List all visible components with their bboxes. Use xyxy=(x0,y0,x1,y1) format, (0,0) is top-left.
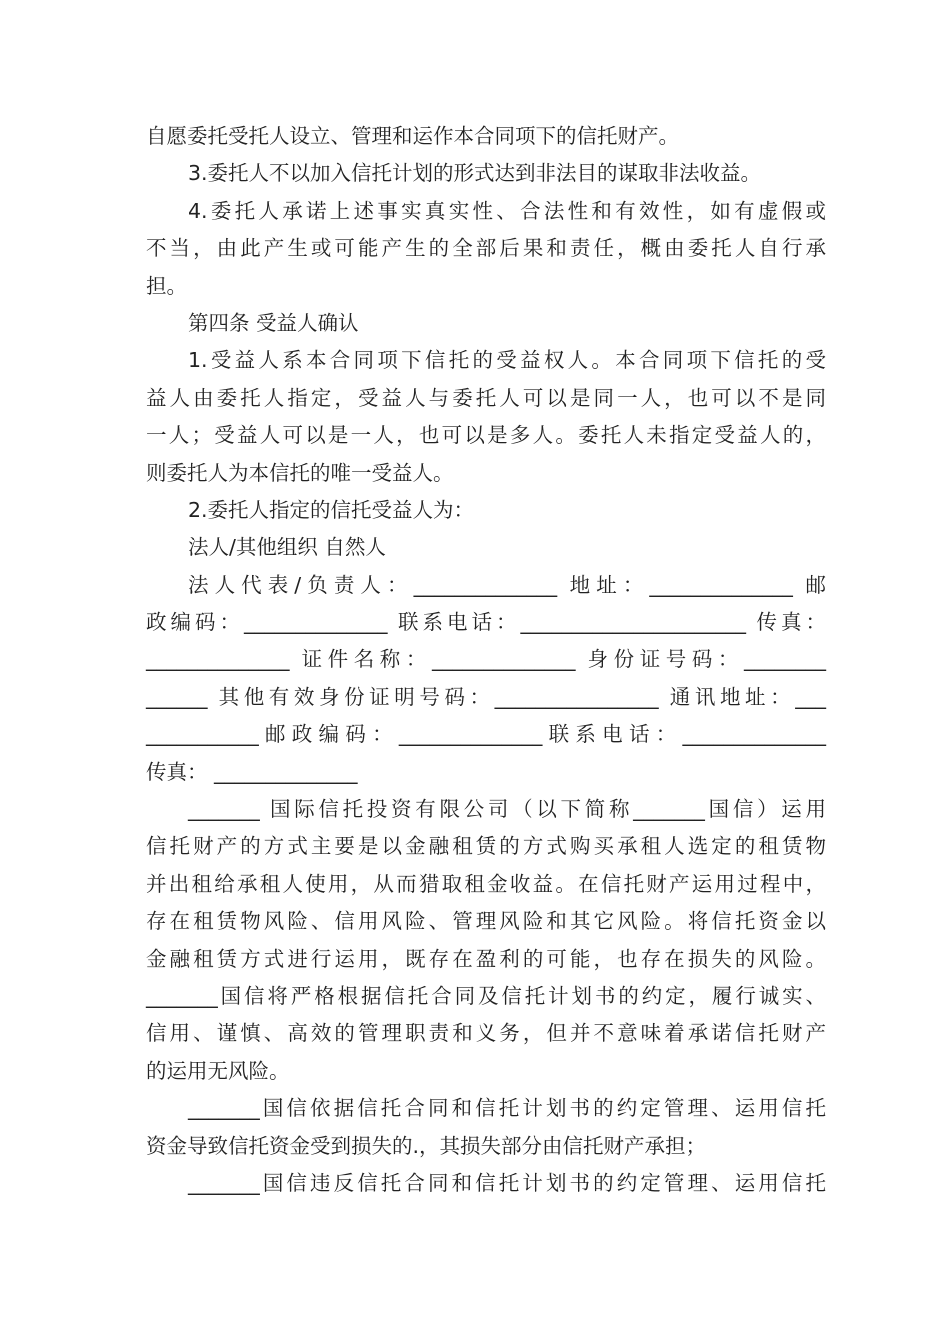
text-line: 不当，由此产生或可能产生的全部后果和责任，概由委托人自行承 xyxy=(146,236,826,261)
text-line: 法人/其他组织 自然人 xyxy=(188,535,386,560)
text-line: 法人代表/负责人：______________ 地址：______________ 邮 xyxy=(188,572,826,597)
text-line: 信用、谨慎、高效的管理职责和义务，但并不意味着承诺信托财产 xyxy=(146,1021,826,1046)
text-line: 2.委托人指定的信托受益人为： xyxy=(188,497,475,522)
text-line: 存在租赁物风险、信用风险、管理风险和其它风险。将信托资金以 xyxy=(146,909,826,934)
text-line: 4.委托人承诺上述事实真实性、合法性和有效性，如有虚假或 xyxy=(188,198,826,223)
text-line: ______________ 证件名称：______________ 身份证号码：________ xyxy=(146,647,826,672)
text-line: _______国信将严格根据信托合同及信托计划书的约定，履行诚实、 xyxy=(146,983,826,1008)
text-line: _______国信违反信托合同和信托计划书的约定管理、运用信托 xyxy=(188,1170,826,1195)
text-line: 政编码：______________ 联系电话：______________________ 传真： xyxy=(146,610,826,635)
text-line: 1.受益人系本合同项下信托的受益权人。本合同项下信托的受 xyxy=(188,348,826,373)
text-line: 3.委托人不以加入信托计划的形式达到非法目的谋取非法收益。 xyxy=(188,161,762,186)
text-line: 第四条 受益人确认 xyxy=(188,310,359,335)
text-line: 金融租赁方式进行运用，既存在盈利的可能，也存在损失的风险。 xyxy=(146,946,826,971)
text-line: ______ 其他有效身份证明号码：________________ 通讯地址：___ xyxy=(146,684,826,709)
text-line: _______国信依据信托合同和信托计划书的约定管理、运用信托 xyxy=(188,1096,826,1121)
text-line: 则委托人为本信托的唯一受益人。 xyxy=(146,460,454,485)
text-line: 一人；受益人可以是一人，也可以是多人。委托人未指定受益人的， xyxy=(146,423,826,448)
text-line: 担。 xyxy=(146,273,187,298)
text-line: _______ 国际信托投资有限公司（以下简称_______国信）运用 xyxy=(188,797,826,822)
text-line: 传真： ______________ xyxy=(146,759,358,784)
text-line: 益人由委托人指定，受益人与委托人可以是同一人，也可以不是同 xyxy=(146,385,826,410)
text-line: 资金导致信托资金受到损失的.，其损失部分由信托财产承担； xyxy=(146,1133,707,1158)
text-line: 信托财产的方式主要是以金融租赁的方式购买承租人选定的租赁物 xyxy=(146,834,826,859)
text-line: ___________邮政编码：______________联系电话：______________ xyxy=(146,722,826,747)
text-line: 的运用无风险。 xyxy=(146,1058,290,1083)
text-line: 自愿委托受托人设立、管理和运作本合同项下的信托财产。 xyxy=(146,124,679,148)
text-line: 并出租给承租人使用，从而猎取租金收益。在信托财产运用过程中， xyxy=(146,871,826,896)
contract-body xyxy=(146,118,826,1202)
